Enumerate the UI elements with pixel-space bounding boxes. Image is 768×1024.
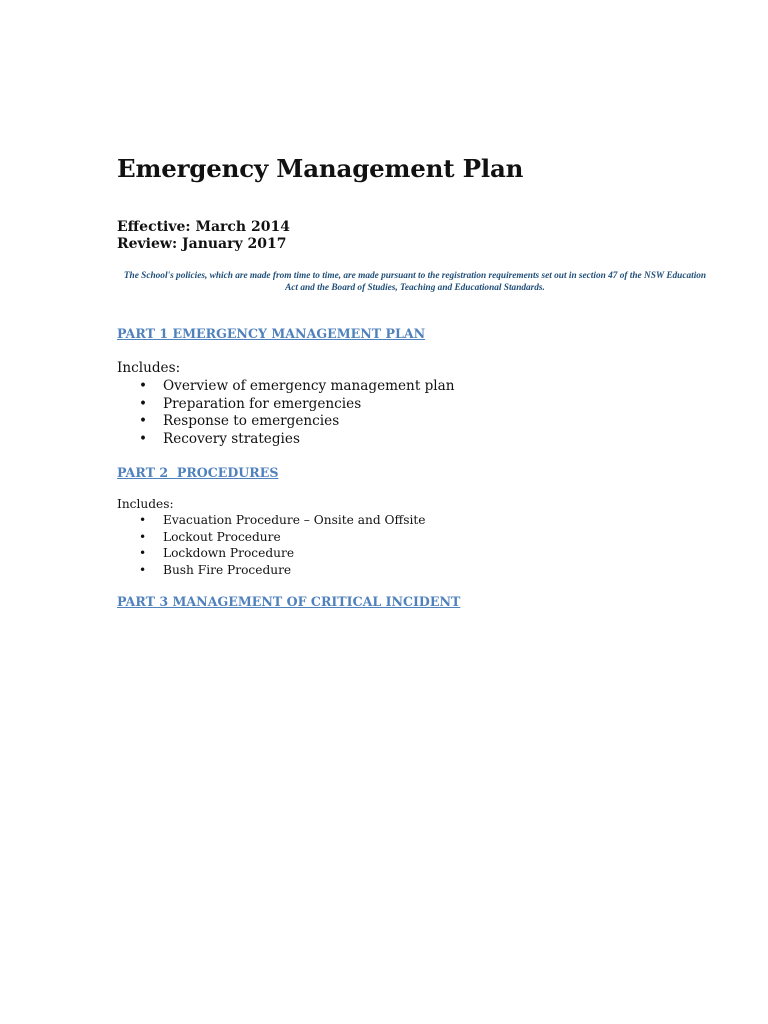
list-item [117, 562, 425, 579]
bullet-icon: • [139, 378, 148, 394]
list-item [117, 431, 455, 449]
list-item-text: Lockout Procedure [163, 529, 281, 544]
bullet-icon: • [139, 546, 147, 561]
list-item-text: Bush Fire Procedure [163, 562, 292, 577]
bullet-icon: • [139, 513, 147, 527]
part-3-link[interactable]: PART 3 MANAGEMENT OF CRITICAL INCIDENT [117, 594, 461, 609]
bullet-icon: • [139, 395, 148, 412]
list-item [117, 413, 455, 431]
list-item [117, 512, 425, 529]
part-2-includes-label: Includes: [117, 497, 174, 511]
part-1-includes-label: Includes: [117, 360, 181, 376]
review-date: Review: January 2017 [117, 236, 287, 252]
document-title: Emergency Management Plan [117, 154, 524, 183]
part-2-list [117, 512, 425, 578]
list-item-text: Preparation for emergencies [163, 395, 362, 412]
bullet-icon: • [139, 529, 147, 544]
list-item-text: Lockdown Procedure [163, 546, 295, 561]
list-item-text: Recovery strategies [163, 431, 300, 448]
list-item-text: Evacuation Procedure – Onsite and Offsite [163, 513, 426, 527]
list-item [117, 378, 455, 396]
part-1-link[interactable]: PART 1 EMERGENCY MANAGEMENT PLAN [117, 326, 426, 341]
bullet-icon: • [139, 431, 148, 448]
part-2-link[interactable]: PART 2 PROCEDURES [117, 465, 279, 480]
list-item-text: Overview of emergency management plan [163, 378, 455, 394]
bullet-icon: • [139, 562, 147, 577]
list-item-text: Response to emergencies [163, 413, 340, 430]
bullet-icon: • [139, 413, 148, 430]
effective-date: Effective: March 2014 [117, 219, 290, 235]
list-item [117, 396, 455, 414]
list-item [117, 545, 425, 562]
part-1-list [117, 378, 455, 449]
list-item [117, 529, 425, 546]
policy-notice: The School's policies, which are made from time to time, are made pursuant to the registration requirements set out in section 47 of the NSW Education Act and the Board of Studies, Teaching and Educational Standards. [123, 271, 707, 293]
